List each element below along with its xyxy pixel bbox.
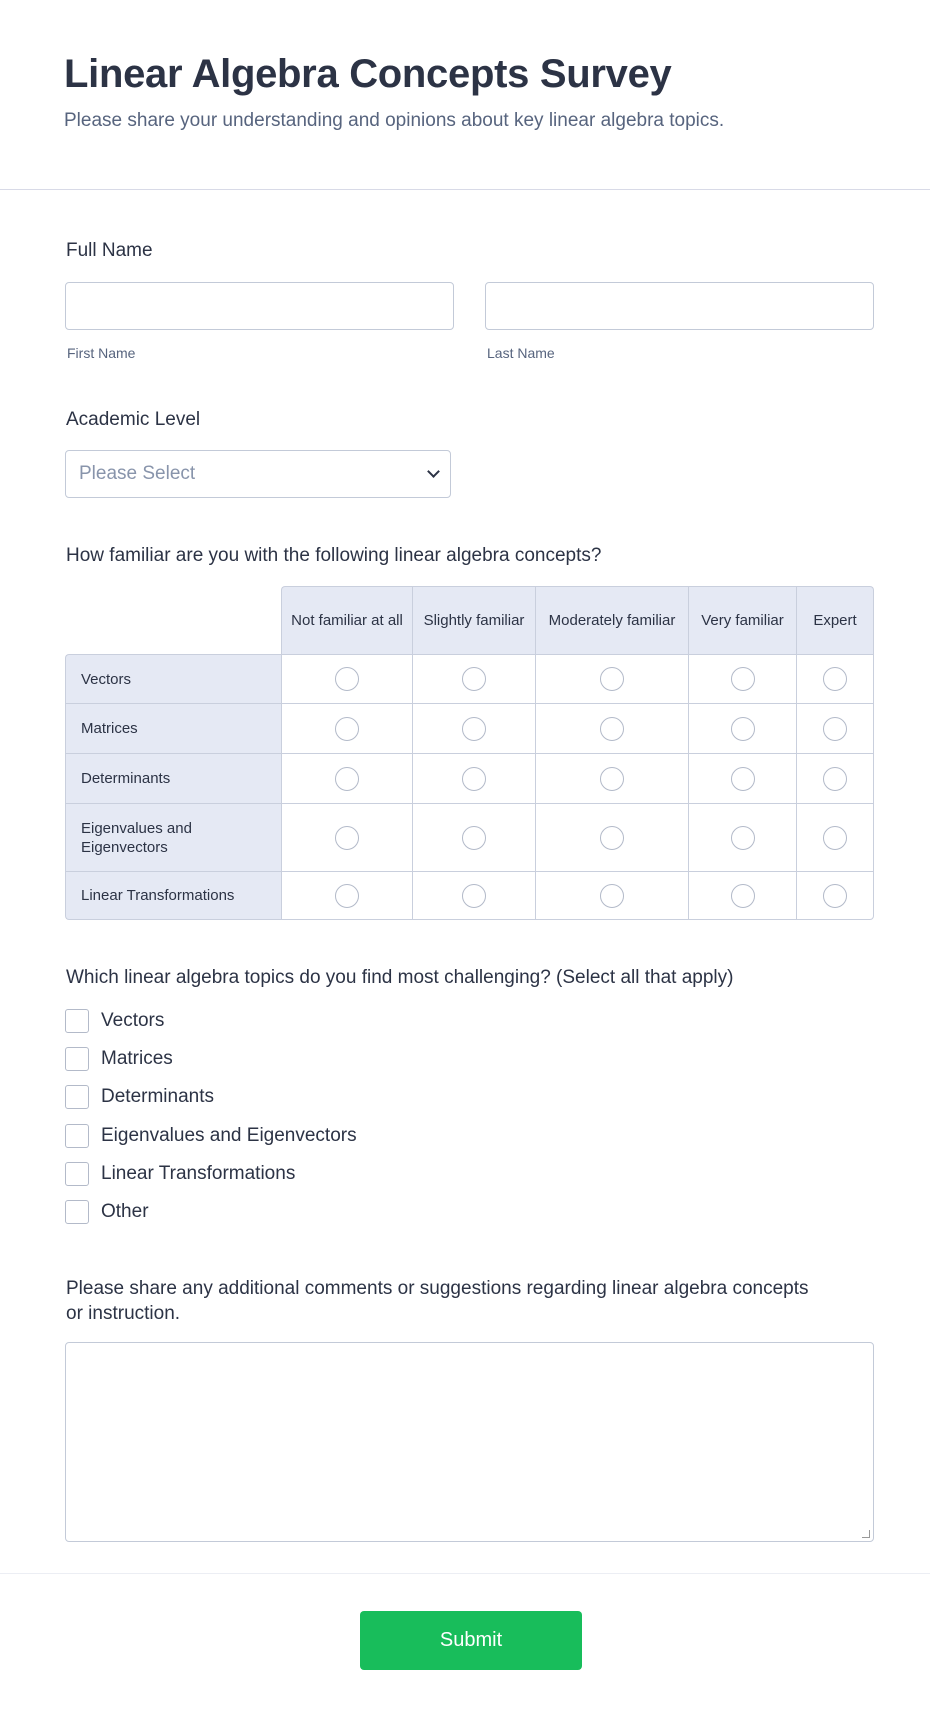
radio-button[interactable] — [600, 667, 624, 691]
checkbox-label: Eigenvalues and Eigenvectors — [101, 1125, 357, 1146]
checkbox[interactable] — [65, 1200, 89, 1224]
matrix-row — [65, 871, 874, 920]
column-header: Very familiar — [688, 586, 796, 654]
row-label: Linear Transformations — [65, 871, 281, 920]
header-divider — [0, 189, 930, 190]
page-subtitle: Please share your understanding and opinions about key linear algebra topics. — [64, 110, 725, 131]
radio-button[interactable] — [731, 826, 755, 850]
matrix-row — [65, 654, 874, 703]
checkbox[interactable] — [65, 1162, 89, 1186]
checkbox-option[interactable] — [65, 1200, 149, 1224]
radio-button[interactable] — [462, 826, 486, 850]
radio-button[interactable] — [335, 717, 359, 741]
last-name-sublabel: Last Name — [487, 345, 555, 361]
checkbox[interactable] — [65, 1124, 89, 1148]
select-value: Please Select — [79, 463, 196, 484]
row-label: Eigenvalues and Eigenvectors — [65, 803, 281, 871]
radio-button[interactable] — [600, 717, 624, 741]
familiarity-question: How familiar are you with the following linear algebra concepts? — [66, 545, 602, 566]
academic-level-label: Academic Level — [66, 409, 201, 430]
column-header: Slightly familiar — [412, 586, 535, 654]
radio-button[interactable] — [823, 884, 847, 908]
first-name-sublabel: First Name — [67, 345, 136, 361]
row-label: Vectors — [65, 654, 281, 703]
radio-button[interactable] — [600, 767, 624, 791]
radio-button[interactable] — [462, 767, 486, 791]
challenging-question: Which linear algebra topics do you find most challenging? (Select all that apply) — [66, 967, 734, 988]
radio-button[interactable] — [823, 667, 847, 691]
radio-button[interactable] — [600, 826, 624, 850]
comments-question: Please share any additional comments or suggestions regarding linear algebra concepts or instruction. — [66, 1278, 809, 1324]
row-label: Determinants — [65, 753, 281, 803]
checkbox-option[interactable] — [65, 1009, 164, 1033]
radio-button[interactable] — [335, 767, 359, 791]
checkbox-label: Linear Transformations — [101, 1163, 296, 1184]
checkbox-label: Matrices — [101, 1048, 173, 1069]
radio-button[interactable] — [335, 667, 359, 691]
radio-button[interactable] — [823, 767, 847, 791]
page-title: Linear Algebra Concepts Survey — [64, 52, 672, 96]
familiarity-matrix — [65, 586, 874, 920]
checkbox-option[interactable] — [65, 1085, 214, 1109]
radio-button[interactable] — [731, 667, 755, 691]
checkbox[interactable] — [65, 1085, 89, 1109]
radio-button[interactable] — [462, 884, 486, 908]
column-header: Moderately familiar — [535, 586, 688, 654]
checkbox-option[interactable] — [65, 1162, 295, 1186]
last-name-input[interactable] — [485, 282, 874, 330]
radio-button[interactable] — [335, 826, 359, 850]
radio-button[interactable] — [462, 667, 486, 691]
checkbox-label: Determinants — [101, 1086, 214, 1107]
radio-button[interactable] — [462, 717, 486, 741]
academic-level-select[interactable] — [65, 450, 451, 498]
resize-handle-icon[interactable] — [862, 1530, 870, 1538]
matrix-row — [65, 703, 874, 753]
checkbox[interactable] — [65, 1009, 89, 1033]
radio-button[interactable] — [335, 884, 359, 908]
first-name-input[interactable] — [65, 282, 454, 330]
checkbox-label: Vectors — [101, 1010, 165, 1031]
column-header: Not familiar at all — [281, 586, 412, 654]
footer-divider — [0, 1573, 930, 1574]
radio-button[interactable] — [823, 717, 847, 741]
matrix-row — [65, 803, 874, 871]
row-label: Matrices — [65, 703, 281, 753]
chevron-down-icon — [427, 465, 440, 478]
column-header: Expert — [796, 586, 874, 654]
checkbox-option[interactable] — [65, 1124, 357, 1148]
submit-button[interactable]: Submit — [360, 1611, 582, 1670]
radio-button[interactable] — [600, 884, 624, 908]
radio-button[interactable] — [731, 884, 755, 908]
checkbox-option[interactable] — [65, 1047, 173, 1071]
matrix-corner — [65, 586, 281, 654]
comments-textarea[interactable] — [65, 1342, 874, 1542]
checkbox[interactable] — [65, 1047, 89, 1071]
matrix-row — [65, 753, 874, 803]
checkbox-label: Other — [101, 1201, 149, 1222]
radio-button[interactable] — [823, 826, 847, 850]
full-name-label: Full Name — [66, 240, 153, 261]
radio-button[interactable] — [731, 767, 755, 791]
radio-button[interactable] — [731, 717, 755, 741]
